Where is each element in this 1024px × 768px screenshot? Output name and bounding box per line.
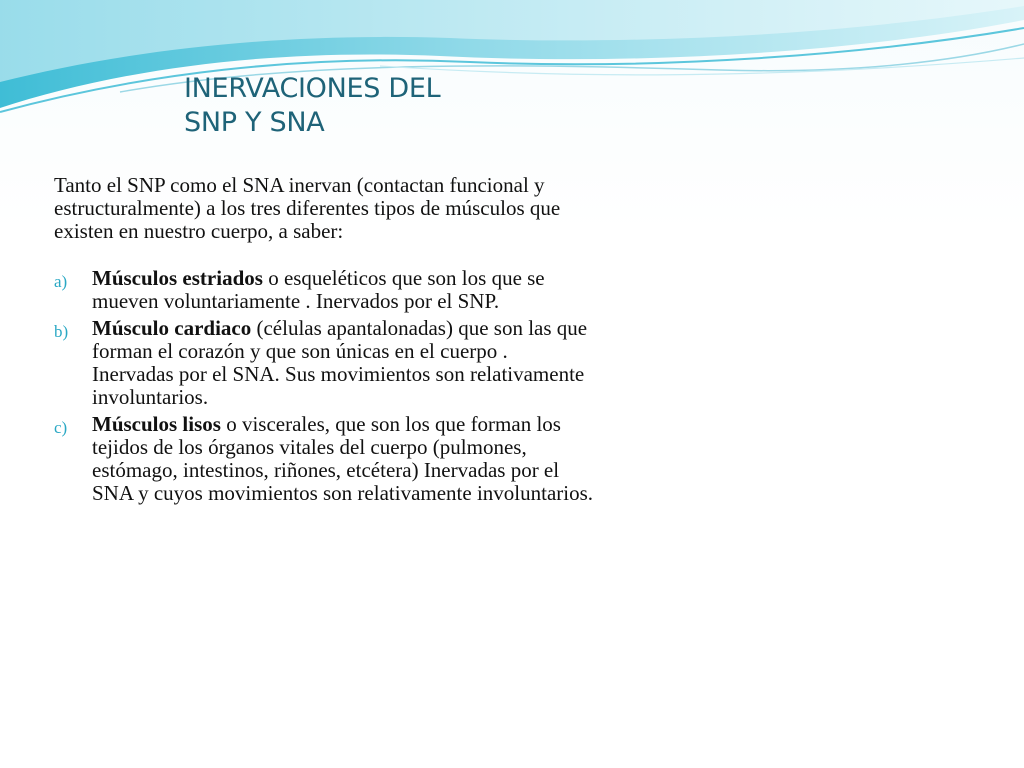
list-marker: b) [54,322,69,341]
item-term: Músculo cardiaco [92,316,252,340]
item-description: o esqueléticos que son los que se mueven voluntariamente . Inervados por el SNP. [92,266,545,313]
muscle-type-list [54,267,594,505]
intro-paragraph: Tanto el SNP como el SNA inervan (contactan funcional y estructuralmente) a los tres diferentes tipos de músculos que existen en nuestro cuerpo, a saber: [54,173,561,243]
list-item [54,267,594,313]
list-marker: c) [54,418,68,437]
item-description: (células apantalonadas) que son las que forman el corazón y que son únicas en el cuerpo . Inervadas por el SNA. Sus movimientos son relativamente involuntarios. [92,316,588,409]
item-term: Músculos lisos [92,412,221,436]
slide-title-line-1: INERVACIONES DEL [184,73,441,104]
item-description: o viscerales, que son los que forman los tejidos de los órganos vitales del cuerpo (pulmones, estómago, intestinos, riñones, etcétera) Inervadas por el SNA y cuyos movimientos son relativamente involuntarios. [92,412,594,505]
list-marker: a) [54,272,68,291]
list-item [54,413,594,505]
slide-title [184,72,604,140]
slide-title-line-2: SNP Y SNA [184,107,325,138]
item-term: Músculos estriados [92,266,263,290]
slide-body [54,174,594,509]
list-item [54,317,594,409]
